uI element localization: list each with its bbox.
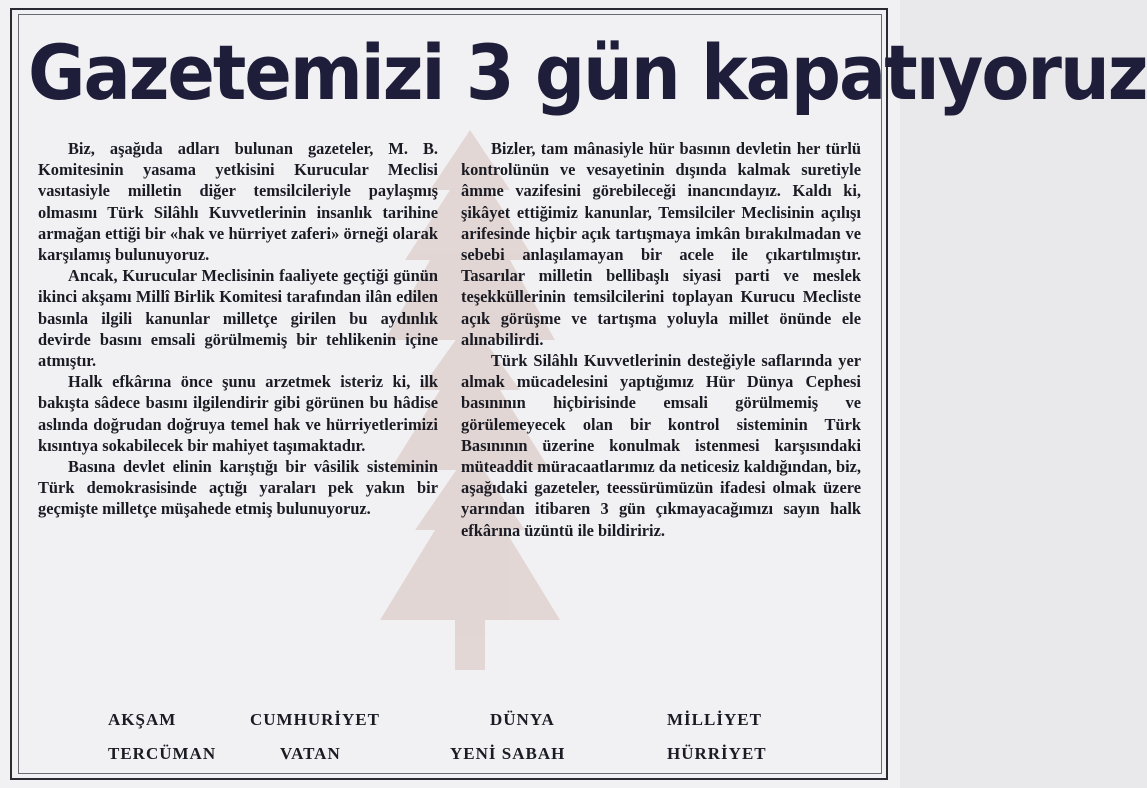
signature-milliyet: MİLLİYET bbox=[667, 710, 762, 729]
paragraph: Ancak, Kurucular Meclisinin faaliyete geçtiği günün ikinci akşamı Millî Birlik Komitesi tarafından ilân edilen basınla ilgili kanunlar milletçe girilen bu aydınlık devirde basını emsali görülmemiş bir tehlikenin içine atmıştır. bbox=[38, 266, 438, 371]
signature-yeni-sabah: YENİ SABAH bbox=[450, 744, 566, 763]
paragraph: Biz, aşağıda adları bulunan gazeteler, M. B. Komitesinin yasama yetkisini Kurucular Meclisi vasıtasiyle milletin diğer temsilcileriyle paylaşmış olmasını Türk Silâhlı Kuvvetlerinin insanlık tarihine armağan ettiği bir «hak ve hürriyet zaferi» örneği olarak karşılamış bulunuyoruz. bbox=[38, 139, 438, 265]
signature-aksam: AKŞAM bbox=[108, 710, 177, 729]
left-column bbox=[38, 138, 438, 520]
paragraph: Halk efkârına önce şunu arzetmek isteriz ki, ilk bakışta sâdece basını ilgilendirir gibi görünen bu hâdise aslında doğrudan doğruya temel hak ve hürriyetlerimizi kısıntıya sokabilecek bir mahiyet taşımaktadır. bbox=[38, 372, 438, 455]
signature-vatan: VATAN bbox=[280, 744, 341, 763]
signature-cumhuriyet: CUMHURİYET bbox=[250, 710, 380, 729]
paragraph: Bizler, tam mânasiyle hür basının devletin her türlü kontrolünün ve vesayetinin dışında kalmak suretiyle âmme vazifesini görebileceği inancındayız. Kaldı ki, şikâyet ettiğimiz kanunlar, Temsilciler Meclisinin açılışı arifesinde hiçbir açık tartışmaya imkân bırakılmadan ve sebebi anlaşılamayan bir acele ile çıkartılmıştır. Tasarılar milletin bellibaşlı siyasi parti ve meslek teşekküllerinin temsilcilerini toplayan Kurucu Mecliste açık görüşme ve tartışma yoluyla millet önünde ele alınabilirdi. bbox=[461, 139, 861, 349]
right-column bbox=[461, 138, 861, 541]
newspaper-signatures bbox=[40, 706, 860, 774]
signature-dunya: DÜNYA bbox=[490, 710, 555, 729]
paragraph: Basına devlet elinin karıştığı bir vâsilik sisteminin Türk demokrasisinde açtığı yaraları pek yakın bir geçmişte milletçe müşahede etmiş bulunuyoruz. bbox=[38, 457, 438, 519]
headline: Gazetemizi 3 gün kapatıyoruz bbox=[28, 28, 1147, 118]
paragraph: Türk Silâhlı Kuvvetlerinin desteğiyle saflarında yer almak mücadelesini yaptığımız Hür Dünya Cephesi basınının hiçbirisinde emsali görülmemiş ve görülemeyecek olan bir kontrol sisteminin Türk Basınının üzerine konulmak istenmesi karşısındaki müteaddit müracaatlarımız da neticesiz kaldığından, biz, aşağıdaki gazeteler, teessürümüzün ifadesi olmak üzere yarından itibaren 3 gün çıkmayacağımızı sayın halk efkârına üzüntü ile bildiririz. bbox=[461, 351, 861, 540]
signature-hurriyet: HÜRRİYET bbox=[667, 744, 767, 763]
signature-tercuman: TERCÜMAN bbox=[108, 744, 217, 763]
